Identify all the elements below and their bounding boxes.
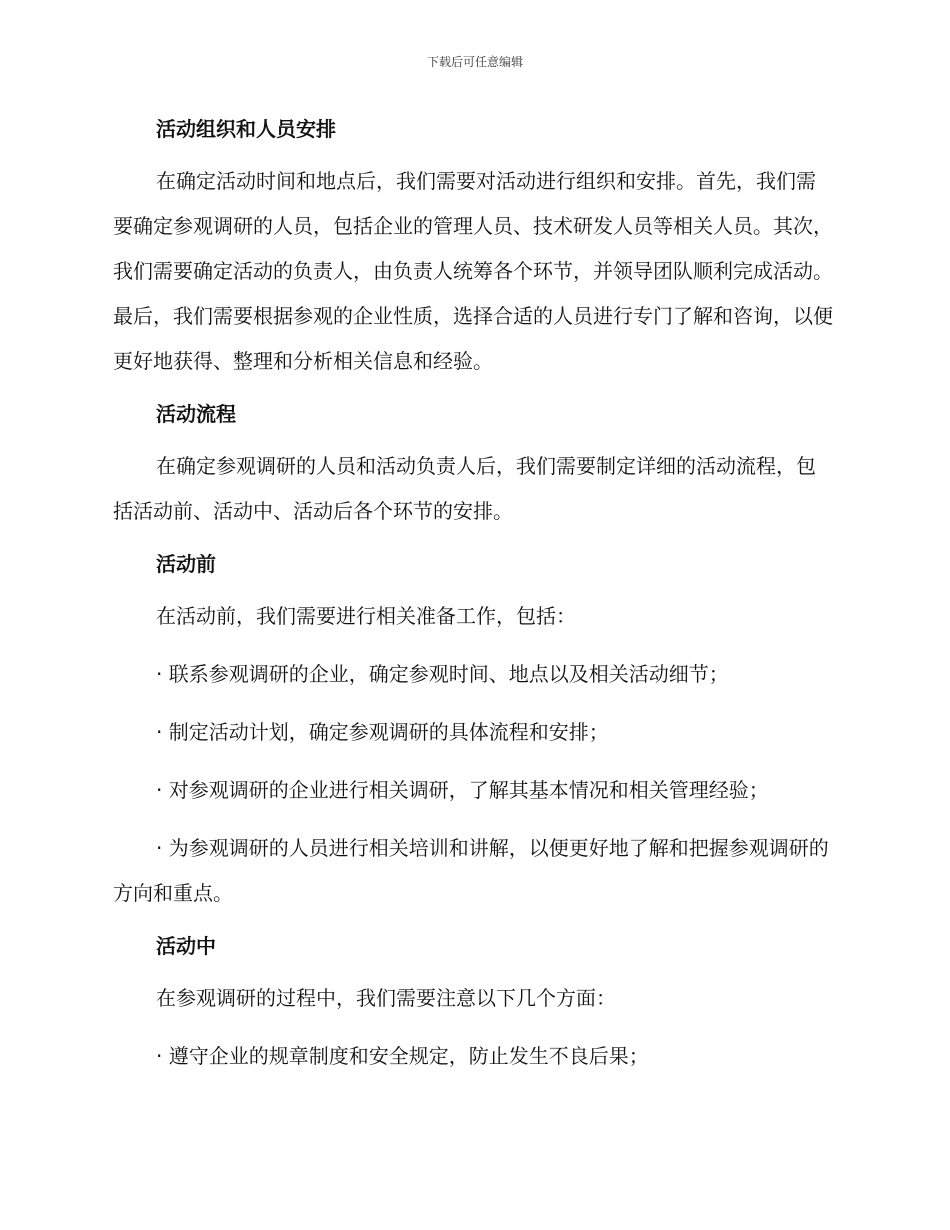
document-body (113, 112, 835, 1079)
heading-process: 活动流程 (156, 402, 236, 426)
header-note: 下载后可任意编辑 (426, 55, 523, 69)
paragraph-process: 在确定参观调研的人员和活动负责人后，我们需要制定详细的活动流程，包括活动前、活动中、活动后各个环节的安排。 (113, 454, 816, 523)
heading-organization: 活动组织和人员安排 (156, 117, 336, 141)
list-item: · 制定活动计划，确定参观调研的具体流程和安排； (156, 720, 609, 744)
paragraph-organization: 在确定活动时间和地点后，我们需要对活动进行组织和安排。首先，我们需要确定参观调研的人员，包括企业的管理人员、技术研发人员等相关人员。其次，我们需要确定活动的负责人，由负责人统筹各个环节，并领导团队顺利完成活动。最后，我们需要根据参观的企业性质，选择合适的人员进行专门了解和咨询，以便更好地获得、整理和分析相关信息和经验。 (113, 169, 833, 373)
list-item: · 遵守企业的规章制度和安全规定，防止发生不良后果； (156, 1044, 649, 1068)
heading-during: 活动中 (156, 934, 216, 958)
heading-before: 活动前 (156, 552, 216, 576)
list-item: · 联系参观调研的企业，确定参观时间、地点以及相关活动细节； (156, 662, 729, 686)
paragraph-before-intro: 在活动前，我们需要进行相关准备工作，包括： (156, 604, 576, 628)
list-item: · 为参观调研的人员进行相关培训和讲解，以便更好地了解和把握参观调研的方向和重点。 (113, 836, 829, 905)
list-item: · 对参观调研的企业进行相关调研，了解其基本情况和相关管理经验； (156, 778, 769, 802)
paragraph-during-intro: 在参观调研的过程中，我们需要注意以下几个方面： (156, 986, 616, 1010)
